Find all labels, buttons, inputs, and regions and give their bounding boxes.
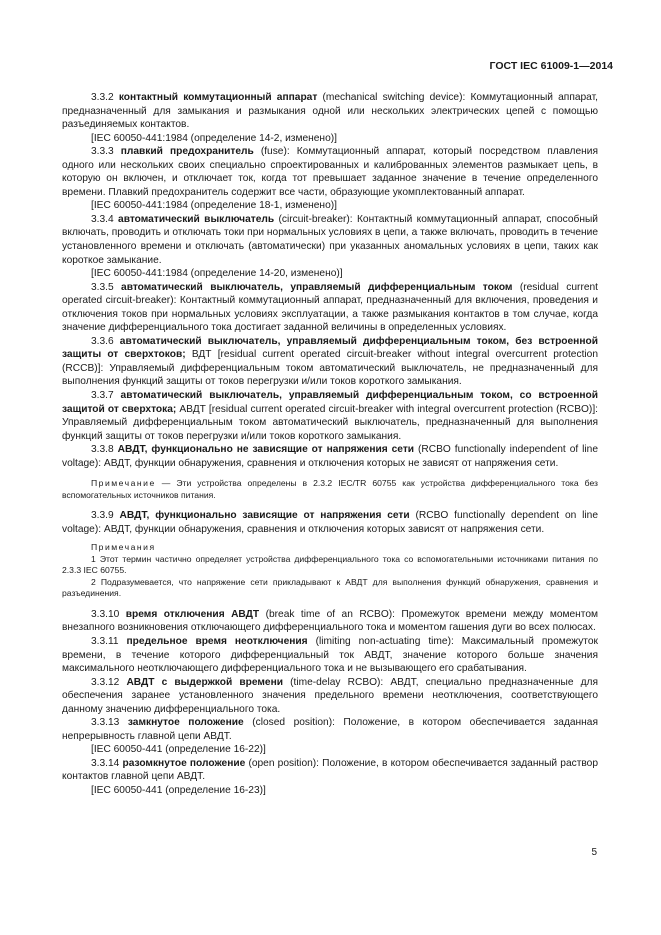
note-1: 1 Этот термин частично определяет устройства дифференциального тока со вспомогательными источниками питания по 2.3.3 IEC 60755. [62,553,598,576]
page-number: 5 [591,847,597,858]
notes-heading: Примечания [91,542,156,553]
page-body [62,91,598,798]
definition-3-3-2: 3.3.2 контактный коммутационный аппарат (mechanical switching device): Коммутационный аппарат, предназначенный для замыкания и размыкания одной или нескольких электрических цепей с помощью разъединяемых контактов. [62,92,598,131]
definition-3-3-14: 3.3.14 разомкнутое положение (open position): Положение, в котором обеспечивается заданный раствор контактов главной цепи АВДТ. [62,757,598,783]
definition-3-3-5: 3.3.5 автоматический выключатель, управляемый дифференциальным током (residual current operated circuit-breaker): Контактный коммутационный аппарат, предназначенный для включения, проведения и отключения токов при нормальных условиях эксплуатации, а также размыкания контактов в том случае, когда значение дифференциального тока достигает заданной величины в определенных условиях. [62,281,599,334]
note-3-3-8: Примечание — Эти устройства определены в 2.3.2 IEC/TR 60755 как устройства дифференциального тока без вспомогательных источников питания. [62,478,598,500]
definition-3-3-12: 3.3.12 АВДТ с выдержкой времени (time-delay RCBO): АВДТ, специально предназначенные для обеспечения заранее установленного значения предельного времени неотключения, соответствующего данному значению дифференциального тока. [62,676,599,715]
definition-3-3-11: 3.3.11 предельное время неотключения (limiting non-actuating time): Максимальный промежуток времени, в течение которого дифференциальный ток АВДТ, значение которого больше значения максимального неотключающего дифференциального тока и не вызывающего его срабатывания. [62,636,598,675]
definition-3-3-9: 3.3.9 АВДТ, функционально зависящие от напряжения сети (RCBO functionally dependent on line voltage): АВДТ, функции обнаружения, сравнения и отключения которых зависят от напряжения сети. [62,510,598,535]
reference-3-3-13: [IEC 60050-441 (определение 16-22)] [91,744,266,756]
reference-3-3-4: [IEC 60050-441:1984 (определение 14-20, изменено)] [91,268,343,280]
definition-3-3-8: 3.3.8 АВДТ, функционально не зависящие от напряжения сети (RCBO functionally independent of line voltage): АВДТ, функции обнаружения, сравнения и отключения которых не зависят от напряжения сети. [62,444,598,469]
note-2: 2 Подразумевается, что напряжение сети прикладывают к АВДТ для выполнения функций обнаружения, сравнения и разъединения. [62,576,598,599]
definition-3-3-6: 3.3.6 автоматический выключатель, управляемый дифференциальным током, без встроенной защиты от сверхтоков; ВДТ [residual current operated circuit-breaker without integral overcurrent protection (RCCB)]: Управляемый дифференциальным током автоматический выключатель, не предназначенный для выполнения функций защиты от токов перегрузки и/или токов короткого замыкания. [62,335,598,388]
reference-3-3-2: [IEC 60050-441:1984 (определение 14-2, изменено)] [91,132,337,144]
definition-3-3-13: 3.3.13 замкнутое положение (closed position): Положение, в котором обеспечивается заданная непрерывность главной цепи АВДТ. [62,717,598,742]
document-header: ГОСТ IEC 61009-1—2014 [489,60,613,72]
reference-3-3-14: [IEC 60050-441 (определение 16-23)] [91,785,266,797]
definition-3-3-3: 3.3.3 плавкий предохранитель (fuse): Коммутационный аппарат, который посредством плавления одного или нескольких своих специально спроектированных и калиброванных элементов размыкает цепь, в которую он включен, и отключает ток, когда тот превышает заданное значение в течение определенного времени. Плавкий предохранитель содержит все части, образующие укомплектованный аппарат. [62,146,598,198]
definition-3-3-10: 3.3.10 время отключения АВДТ (break time of an RCBO): Промежуток времени между моментом внезапного возникновения отключающего дифференциального тока и моментом гашения дуги во всех полюсах. [62,608,599,634]
definition-3-3-7: 3.3.7 автоматический выключатель, управляемый дифференциальным током, со встроенной защитой от сверхтока; АВДТ [residual current operated circuit-breaker with integral overcurrent protection (RCBO)]: Управляемый дифференциальным током автоматический выключатель, предназначенный для выполнения функций защиты от токов перегрузки и/или токов короткого замыкания. [62,390,598,442]
definition-3-3-4: 3.3.4 автоматический выключатель (circuit-breaker): Контактный коммутационный аппарат, способный включать, проводить и отключать токи при нормальных условиях в цепи, а также включать, проводить в течение установленного времени и отключать (автоматически) при указанных аномальных условиях в цепи, таких как короткое замыкание. [62,213,598,266]
reference-3-3-3: [IEC 60050-441:1984 (определение 18-1, изменено)] [91,200,337,212]
